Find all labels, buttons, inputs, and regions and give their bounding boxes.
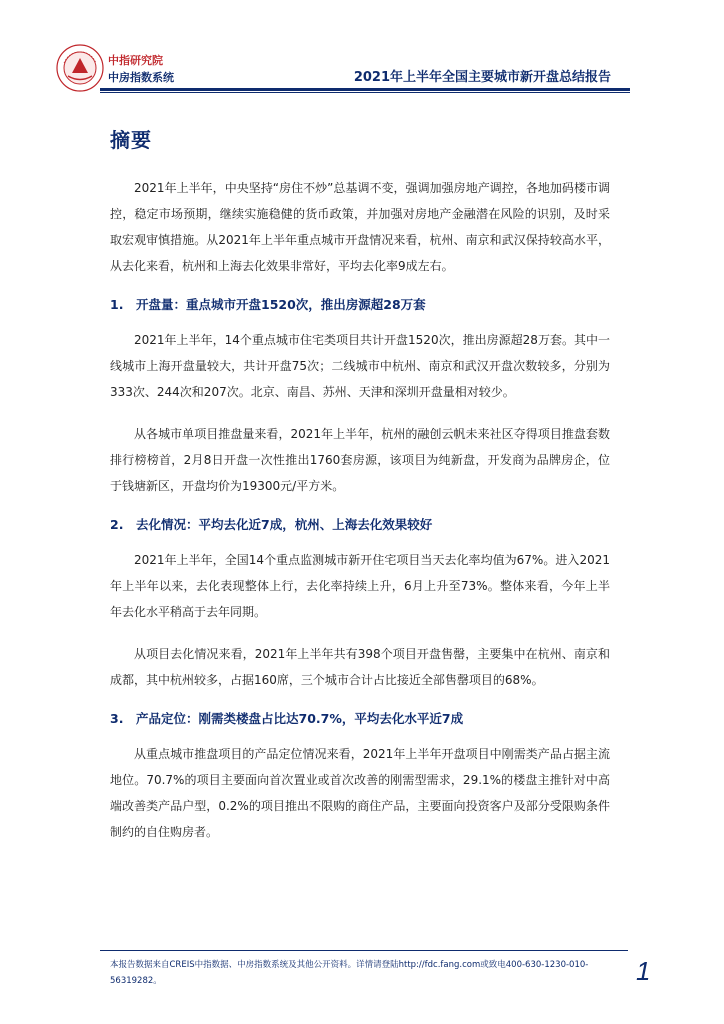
section-number: 2. xyxy=(110,517,124,532)
section-title: 开盘量：重点城市开盘1520次，推出房源超28万套 xyxy=(136,297,426,312)
section-paragraph: 2021年上半年，全国14个重点监测城市新开住宅项目当天去化率均值为67%。进入2021年上半年以来，去化表现整体上行，去化率持续上升，6月上升至73%。整体来看，今年上半年去化水平稍高于去年同期。 xyxy=(110,553,610,619)
page-number: 1 xyxy=(636,956,651,986)
section-heading xyxy=(110,515,610,535)
abstract-intro: 2021年上半年，中央坚持“房住不炒”总基调不变，强调加强房地产调控，各地加码楼市调控，稳定市场预期，继续实施稳健的货币政策，并加强对房地产金融潜在风险的识别，及时采取宏观审慎措施。从2021年上半年重点城市开盘情况来看，杭州、南京和武汉保持较高水平，从去化来看，杭州和上海去化效果非常好，平均去化率9成左右。 xyxy=(110,181,610,273)
section-title: 产品定位：刚需类楼盘占比达70.7%，平均去化水平近7成 xyxy=(136,711,464,726)
footer-source-note: 本报告数据来自CREIS中指数据、中房指数系统及其他公开资料。详情请登陆http://fdc.fang.com或致电400-630-1230-010-56319282。 xyxy=(110,960,589,986)
section-paragraph: 从各城市单项目推盘量来看，2021年上半年，杭州的融创云帆未来社区夺得项目推盘套数排行榜榜首，2月8日开盘一次性推出1760套房源，该项目为纯新盘，开发商为品牌房企，位于钱塘新区，开盘均价为19300元/平方米。 xyxy=(110,427,610,493)
section-paragraph: 从重点城市推盘项目的产品定位情况来看，2021年上半年开盘项目中刚需类产品占据主流地位。70.7%的项目主要面向首次置业或首次改善的刚需型需求，29.1%的楼盘主推针对中高端改善类产品户型，0.2%的项目推出不限购的商住产品，主要面向投资客户及部分受限购条件制约的自住购房者。 xyxy=(110,747,610,839)
org-line-2: 中房指数系统 xyxy=(108,71,174,84)
section-number: 3. xyxy=(110,711,124,726)
section-heading xyxy=(110,295,610,315)
section-paragraph: 从项目去化情况来看，2021年上半年共有398个项目开盘售罄，主要集中在杭州、南京和成都，其中杭州较多，占据160席，三个城市合计占比接近全部售罄项目的68%。 xyxy=(110,647,610,687)
org-line-1: 中指研究院 xyxy=(108,54,163,67)
report-body xyxy=(110,124,610,861)
header-rule-thin xyxy=(100,92,630,93)
section-number: 1. xyxy=(110,297,124,312)
abstract-heading: 摘要 xyxy=(110,128,152,152)
section-title: 去化情况：平均去化近7成，杭州、上海去化效果较好 xyxy=(136,517,433,532)
report-title: 2021年上半年全国主要城市新开盘总结报告 xyxy=(353,70,611,85)
section-paragraph: 2021年上半年，14个重点城市住宅类项目共计开盘1520次，推出房源超28万套。其中一线城市上海开盘量较大，共计开盘75次；二线城市中杭州、南京和武汉开盘次数较多，分别为333次、244次和207次。北京、南昌、苏州、天津和深圳开盘量相对较少。 xyxy=(110,333,610,399)
header-rule xyxy=(100,88,630,91)
organization-name xyxy=(108,52,174,86)
china-index-academy-logo xyxy=(55,43,105,93)
section-heading xyxy=(110,709,610,729)
footer-rule xyxy=(100,950,628,951)
page-header xyxy=(0,0,724,100)
